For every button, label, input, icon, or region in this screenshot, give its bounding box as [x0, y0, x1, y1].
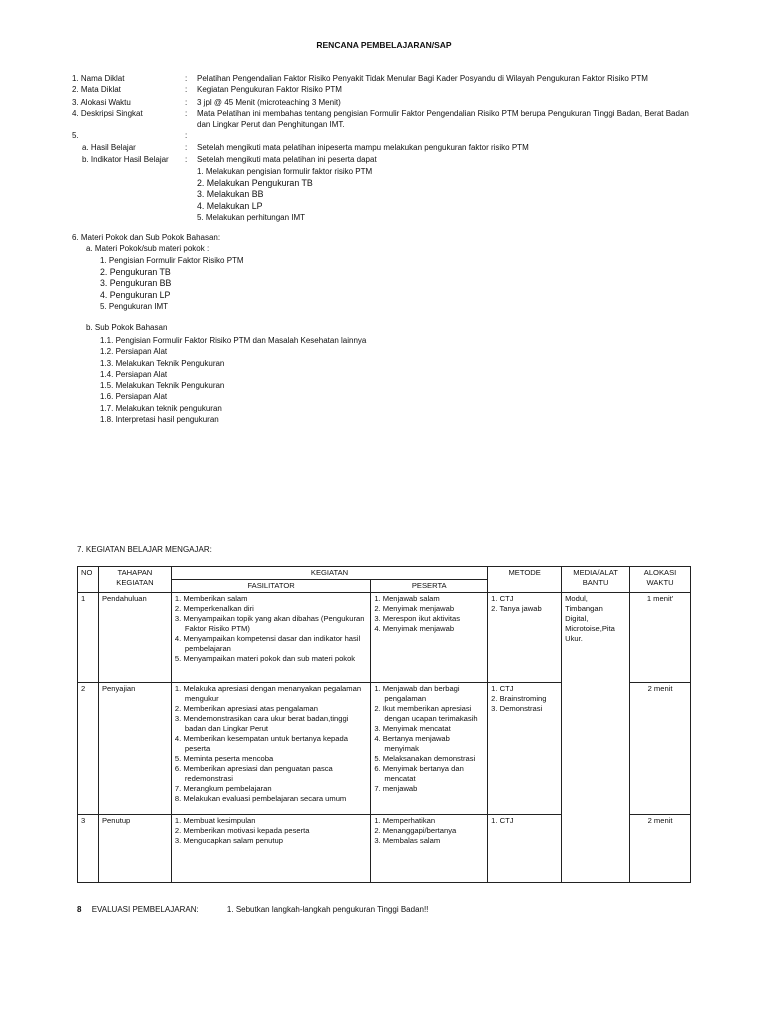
- materi-b-item: 1.4. Persiapan Alat: [100, 369, 168, 379]
- info-colon: :: [185, 155, 188, 164]
- info-label: 2. Mata Diklat: [72, 85, 121, 94]
- materi-heading: 6. Materi Pokok dan Sub Pokok Bahasan:: [72, 233, 221, 242]
- materi-a-item: 5. Pengukuran IMT: [100, 302, 169, 311]
- materi-a-item: 3. Pengukuran BB: [100, 278, 172, 288]
- cell-fasilitator-item: 3. Menyampaikan topik yang akan dibahas (Pengukuran Faktor Risiko PTM): [174, 614, 365, 633]
- cell-peserta-item: 2. Menyimak menjawab: [374, 604, 455, 613]
- cell-tahapan: Penutup: [98, 815, 171, 883]
- cell-metode-item: 1. CTJ: [491, 594, 514, 603]
- cell-metode-item: 1. CTJ: [491, 684, 514, 693]
- info-colon: :: [185, 85, 188, 94]
- materi-a-heading: a. Materi Pokok/sub materi pokok :: [86, 244, 210, 253]
- cell-fasilitator-item: 5. Meminta peserta mencoba: [174, 754, 274, 763]
- info-value: Setelah mengikuti mata pelatihan inipeserta mampu melakukan pengukuran faktor risiko PTM: [197, 143, 529, 152]
- info-colon: :: [185, 98, 188, 107]
- cell-fasilitator: [171, 815, 370, 883]
- info-label: b. Indikator Hasil Belajar: [82, 155, 169, 164]
- materi-b-list: [100, 335, 366, 425]
- cell-fasilitator-item: 3. Mengucapkan salam penutup: [174, 836, 283, 845]
- cell-fasilitator-item: 8. Melakukan evaluasi pembelajaran secara umum: [174, 794, 347, 803]
- cell-fasilitator-item: 4. Memberikan kesempatan untuk bertanya kepada peserta: [174, 734, 348, 753]
- info-value: Pelatihan Pengendalian Faktor Risiko Penyakit Tidak Menular Bagi Kader Posyandu di Wilayah Pengukuran Faktor Risiko PTM: [197, 74, 648, 83]
- cell-metode: [488, 593, 562, 683]
- info-row: [72, 97, 702, 108]
- info-label: a. Hasil Belajar: [82, 143, 136, 152]
- cell-fasilitator-item: 4. Menyampaikan kompetensi dasar dan indikator hasil pembelajaran: [174, 634, 361, 653]
- header-tahapan: TAHAPAN KEGIATAN: [98, 567, 171, 593]
- page-title: RENCANA PEMBELAJARAN/SAP: [316, 40, 452, 50]
- cell-peserta-item: 2. Ikut memberikan apresiasi dengan ucapan terimakasih: [374, 704, 478, 723]
- cell-no: 1: [78, 593, 99, 683]
- cell-no: 2: [78, 683, 99, 815]
- kbm-table: [77, 566, 691, 883]
- cell-fasilitator-item: 1. Melakuka apresiasi dengan menanyakan pegalaman mengukur: [174, 684, 362, 703]
- info-colon: :: [185, 143, 188, 152]
- cell-fasilitator-item: 6. Memberikan apresiasi dan penguatan pasca redemonstrasi: [174, 764, 333, 783]
- cell-peserta-item: 7. menjawab: [374, 784, 418, 793]
- materi-a-item: 4. Pengukuran LP: [100, 289, 171, 300]
- materi-b-item: 1.2. Persiapan Alat: [100, 347, 168, 357]
- indikator-item: 5. Melakukan perhitungan IMT: [197, 213, 306, 222]
- cell-peserta-item: 5. Melaksanakan demonstrasi: [374, 754, 476, 763]
- indikator-item: 4. Melakukan LP: [197, 200, 263, 211]
- cell-peserta-item: 1. Menjawab salam: [374, 594, 440, 603]
- cell-peserta-item: 2. Menanggapi/bertanya: [374, 826, 457, 835]
- info-label: 1. Nama Diklat: [72, 74, 125, 83]
- cell-peserta-item: 1. Menjawab dan berbagi pengalaman: [374, 684, 460, 703]
- evaluasi-item: 1. Sebutkan langkah-langkah pengukuran Tinggi Badan!!: [226, 905, 429, 914]
- cell-media: Modul, Timbangan Digital, Microtoise,Pita Ukur.: [562, 593, 630, 883]
- cell-peserta-item: 1. Memperhatikan: [374, 816, 436, 825]
- cell-fasilitator-item: 5. Menyampaikan materi pokok dan sub materi pokok: [174, 654, 356, 663]
- info-value: Kegiatan Pengukuran Faktor Risiko PTM: [197, 85, 342, 94]
- info-row: [72, 142, 702, 153]
- materi-a-list: [100, 255, 244, 313]
- cell-metode-item: 3. Demonstrasi: [491, 704, 543, 713]
- cell-tahapan: Pendahuluan: [98, 593, 171, 683]
- cell-metode-item: 2. Tanya jawab: [491, 604, 542, 613]
- cell-peserta-item: 6. Menyimak bertanya dan mencatat: [374, 764, 464, 783]
- header-no: NO: [78, 567, 99, 593]
- cell-metode-item: 1. CTJ: [491, 816, 514, 825]
- indikator-item: 2. Melakukan Pengukuran TB: [197, 177, 313, 188]
- cell-peserta: [371, 593, 488, 683]
- cell-fasilitator-item: 2. Memberikan motivasi kepada peserta: [174, 826, 310, 835]
- info-row: [72, 130, 702, 141]
- cell-fasilitator: [171, 593, 370, 683]
- cell-peserta-item: 4. Bertanya menjawab menyimak: [374, 734, 450, 753]
- cell-alokasi: 1 menit': [630, 593, 691, 683]
- info-row: [72, 108, 702, 130]
- info-row: [72, 154, 702, 165]
- info-row: [72, 84, 702, 95]
- cell-fasilitator-item: 2. Memberikan apresiasi atas pengalaman: [174, 704, 318, 713]
- info-value: Mata Pelatihan ini membahas tentang pengisian Formulir Faktor Pengendalian Risiko PTM berupa Pengukuran Tinggi Badan, Berat Badan dan Lingkar Perut dan Penghitungan IMT.: [197, 109, 689, 129]
- materi-b-item: 1.6. Persiapan Alat: [100, 392, 168, 402]
- materi-a-item: 1. Pengisian Formulir Faktor Risiko PTM: [100, 256, 244, 265]
- cell-fasilitator-item: 3. Mendemonstrasikan cara ukur berat badan,tinggi badan dan Lingkar Perut: [174, 714, 349, 733]
- materi-a-item: 2. Pengukuran TB: [100, 266, 171, 277]
- cell-no: 3: [78, 815, 99, 883]
- evaluasi-label: EVALUASI PEMBELAJARAN:: [91, 905, 199, 914]
- info-colon: :: [185, 109, 188, 118]
- info-colon: :: [185, 74, 188, 83]
- materi-b-item: 1.7. Melakukan teknik pengukuran: [100, 403, 222, 413]
- cell-alokasi: 2 menit: [630, 683, 691, 815]
- cell-fasilitator-item: 7. Merangkum pembelajaran: [174, 784, 272, 793]
- cell-alokasi: 2 menit: [630, 815, 691, 883]
- indikator-item: 3. Melakukan BB: [197, 189, 264, 199]
- header-alokasi: ALOKASI WAKTU: [630, 567, 691, 593]
- cell-fasilitator-item: 2. Memperkenalkan diri: [174, 604, 254, 613]
- evaluasi-section: [77, 905, 428, 914]
- cell-peserta-item: 4. Menyimak menjawab: [374, 624, 455, 633]
- materi-b-item: 1.8. Interpretasi hasil pengukuran: [100, 415, 219, 425]
- cell-metode: [488, 815, 562, 883]
- cell-peserta: [371, 683, 488, 815]
- evaluasi-number: 8: [77, 905, 82, 914]
- cell-tahapan: Penyajian: [98, 683, 171, 815]
- indikator-list: [197, 166, 372, 224]
- indikator-item: 1. Melakukan pengisian formulir faktor risiko PTM: [197, 167, 373, 176]
- info-label: 4. Deskripsi Singkat: [72, 109, 143, 118]
- cell-peserta-item: 3. Merespon ikut aktivitas: [374, 614, 460, 623]
- header-media: MEDIA/ALAT BANTU: [562, 567, 630, 593]
- info-value: 3 jpl @ 45 Menit (microteaching 3 Menit): [197, 98, 341, 107]
- header-metode: METODE: [488, 567, 562, 593]
- cell-metode: [488, 683, 562, 815]
- materi-b-item: 1.3. Melakukan Teknik Pengukuran: [100, 358, 225, 368]
- materi-b-item: 1.1. Pengisian Formulir Faktor Risiko PTM dan Masalah Kesehatan lainnya: [100, 336, 367, 345]
- materi-b-heading: b. Sub Pokok Bahasan: [86, 323, 168, 332]
- cell-fasilitator: [171, 683, 370, 815]
- info-label: 5.: [72, 131, 79, 140]
- info-colon: :: [185, 131, 188, 140]
- header-peserta: PESERTA: [371, 580, 488, 593]
- materi-b-item: 1.5. Melakukan Teknik Pengukuran: [100, 381, 225, 391]
- header-fasilitator: FASILITATOR: [171, 580, 370, 593]
- info-row: [72, 73, 702, 84]
- kbm-heading: 7. KEGIATAN BELAJAR MENGAJAR:: [77, 545, 212, 554]
- cell-peserta: [371, 815, 488, 883]
- cell-peserta-item: 3. Membalas salam: [374, 836, 441, 845]
- cell-peserta-item: 3. Menyimak mencatat: [374, 724, 451, 733]
- info-label: 3. Alokasi Waktu: [72, 98, 131, 107]
- cell-metode-item: 2. Brainstroming: [491, 694, 547, 703]
- cell-fasilitator-item: 1. Memberikan salam: [174, 594, 248, 603]
- info-value: Setelah mengikuti mata pelatihan ini peserta dapat: [197, 155, 377, 164]
- header-kegiatan: KEGIATAN: [171, 567, 487, 580]
- cell-fasilitator-item: 1. Membuat kesimpulan: [174, 816, 256, 825]
- table-row: [78, 593, 691, 683]
